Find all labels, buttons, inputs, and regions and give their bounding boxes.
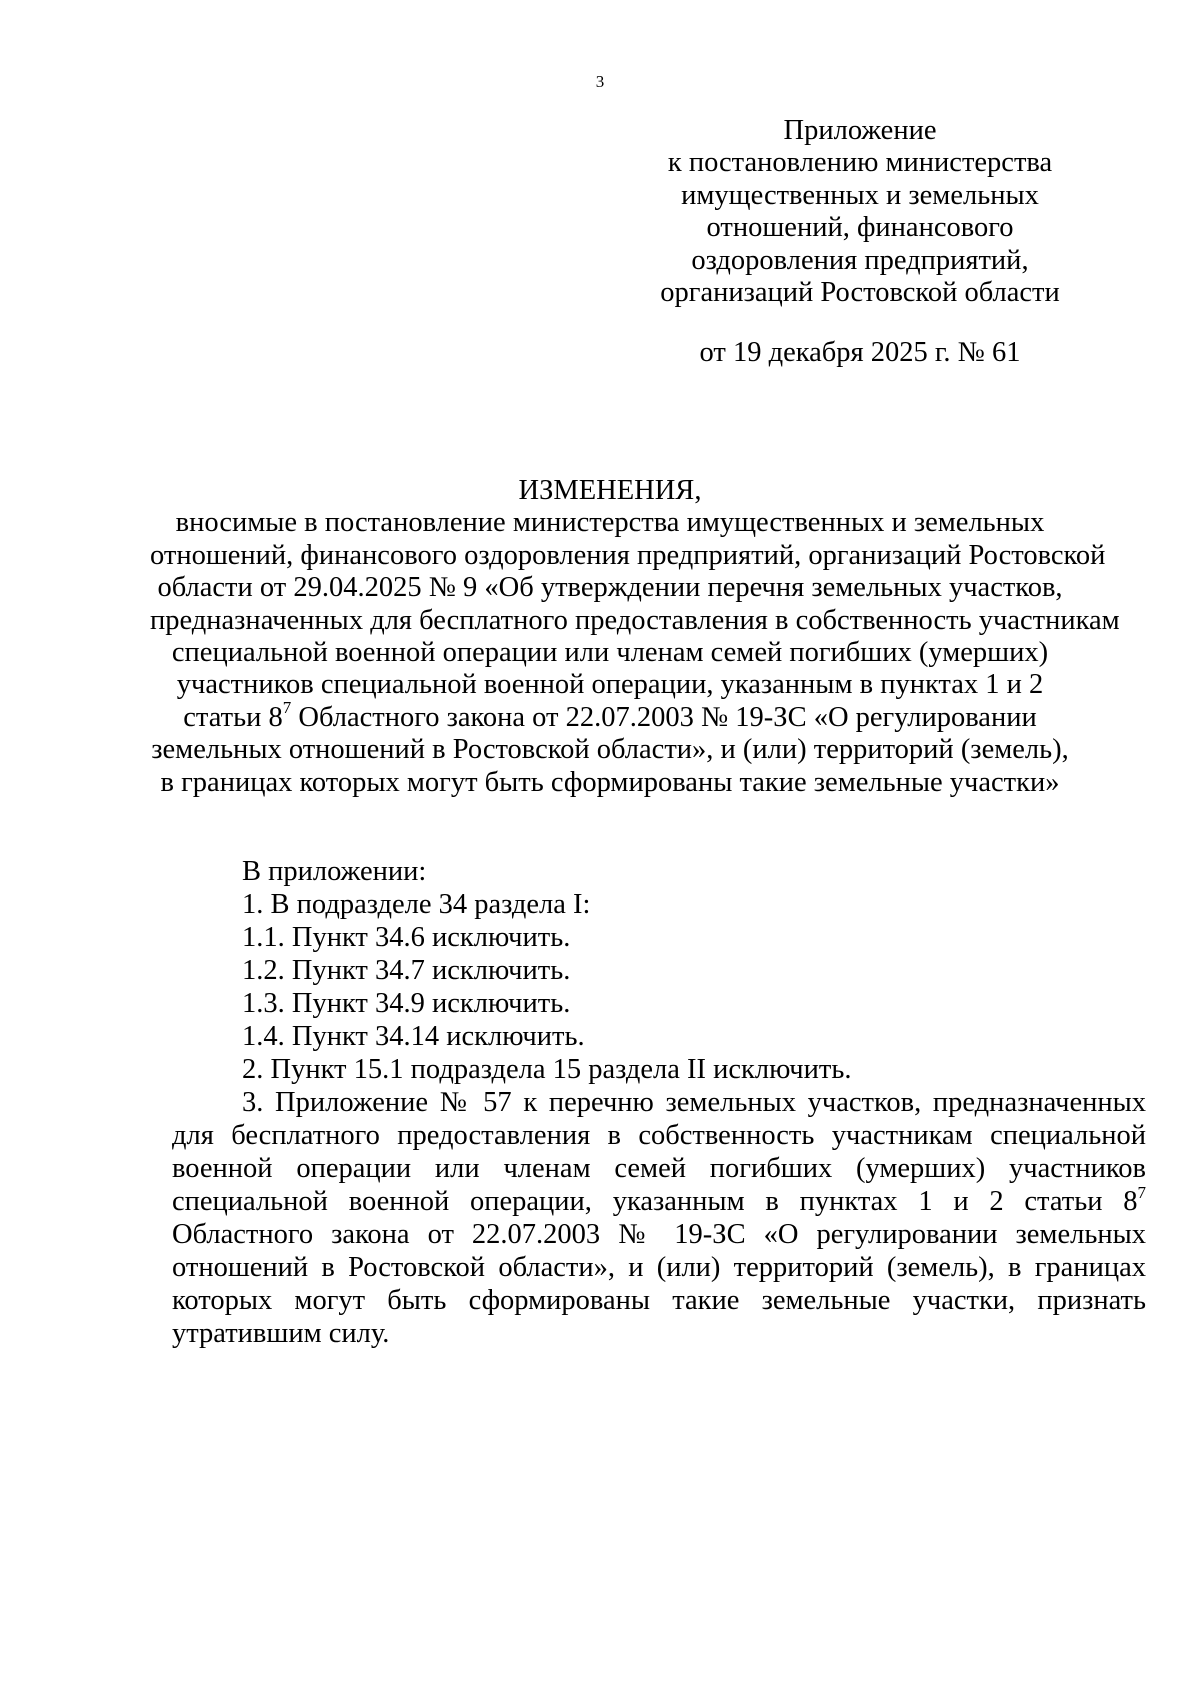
body-item: 1. В подразделе 34 раздела I: bbox=[242, 889, 591, 920]
page-number: 3 bbox=[595, 72, 605, 91]
title-line7-start: статьи 8 bbox=[183, 701, 283, 733]
paragraph-line: Областного закона от 22.07.2003 № 19-ЗС «О регулировании земельных bbox=[172, 1219, 1146, 1250]
title-line: земельных отношений в Ростовской области», и (или) территорий (земель), bbox=[151, 734, 1069, 766]
document-title bbox=[150, 475, 1120, 799]
body-item: 1.4. Пункт 34.14 исключить. bbox=[242, 1021, 585, 1052]
appendix-line: имущественных и земельных bbox=[681, 179, 1039, 211]
title-line: участников специальной военной операции, указанным в пунктах 1 и 2 bbox=[176, 669, 1044, 701]
title-line: в границах которых могут быть сформированы такие земельные участки» bbox=[160, 766, 1060, 798]
appendix-header bbox=[630, 115, 1090, 370]
title-line: вносимые в постановление министерства имущественных и земельных bbox=[175, 507, 1045, 539]
title-superscript: 7 bbox=[282, 698, 292, 718]
body-item: 2. Пункт 15.1 подраздела 15 раздела II исключить. bbox=[242, 1054, 852, 1085]
appendix-line: к постановлению министерства bbox=[667, 147, 1053, 179]
appendix-line: организаций Ростовской области bbox=[660, 277, 1060, 309]
paragraph-3 bbox=[172, 1086, 1146, 1350]
appendix-line: Приложение bbox=[783, 115, 937, 146]
title-line: области от 29.04.2025 № 9 «Об утверждении перечня земельных участков, bbox=[157, 572, 1063, 604]
paragraph-line: военной операции или членам семей погибших (умерших) участников bbox=[172, 1153, 1146, 1184]
paragraph-line: которых могут быть сформированы такие земельные участки, признать bbox=[172, 1285, 1146, 1316]
body-item: 1.1. Пункт 34.6 исключить. bbox=[242, 922, 571, 953]
paragraph-line: для бесплатного предоставления в собственность участникам специальной bbox=[172, 1120, 1146, 1151]
paragraph-line bbox=[172, 1182, 1146, 1218]
document-body bbox=[172, 855, 1146, 1350]
body-item: 1.2. Пункт 34.7 исключить. bbox=[242, 955, 571, 986]
title-line7-end: Областного закона от 22.07.2003 № 19-ЗС «О регулировании bbox=[291, 701, 1037, 733]
title-line bbox=[150, 698, 1070, 734]
paragraph-line: отношений в Ростовской области», и (или) территорий (земель), в границах bbox=[172, 1252, 1146, 1283]
title-line: предназначенных для бесплатного предоставления в собственность участникам bbox=[150, 604, 1120, 636]
appendix-line: отношений, финансового bbox=[706, 212, 1014, 244]
appendix-line: оздоровления предприятий, bbox=[691, 244, 1029, 276]
body-item: В приложении: bbox=[242, 856, 427, 887]
paragraph-line: утратившим силу. bbox=[172, 1318, 390, 1349]
body-item: 1.3. Пункт 34.9 исключить. bbox=[242, 988, 571, 1019]
paragraph-line: 3. Приложение № 57 к перечню земельных участков, предназначенных bbox=[242, 1087, 1146, 1118]
appendix-date: от 19 декабря 2025 г. № 61 bbox=[699, 337, 1021, 369]
paragraph-line4-text: специальной военной операции, указанным в пунктах 1 и 2 статьи 8 bbox=[172, 1186, 1138, 1217]
title-heading: ИЗМЕНЕНИЯ, bbox=[518, 475, 702, 506]
paragraph-superscript: 7 bbox=[1137, 1182, 1146, 1202]
title-line: отношений, финансового оздоровления предприятий, организаций Ростовской bbox=[150, 539, 1106, 571]
title-line: специальной военной операции или членам семей погибших (умерших) bbox=[171, 637, 1049, 669]
